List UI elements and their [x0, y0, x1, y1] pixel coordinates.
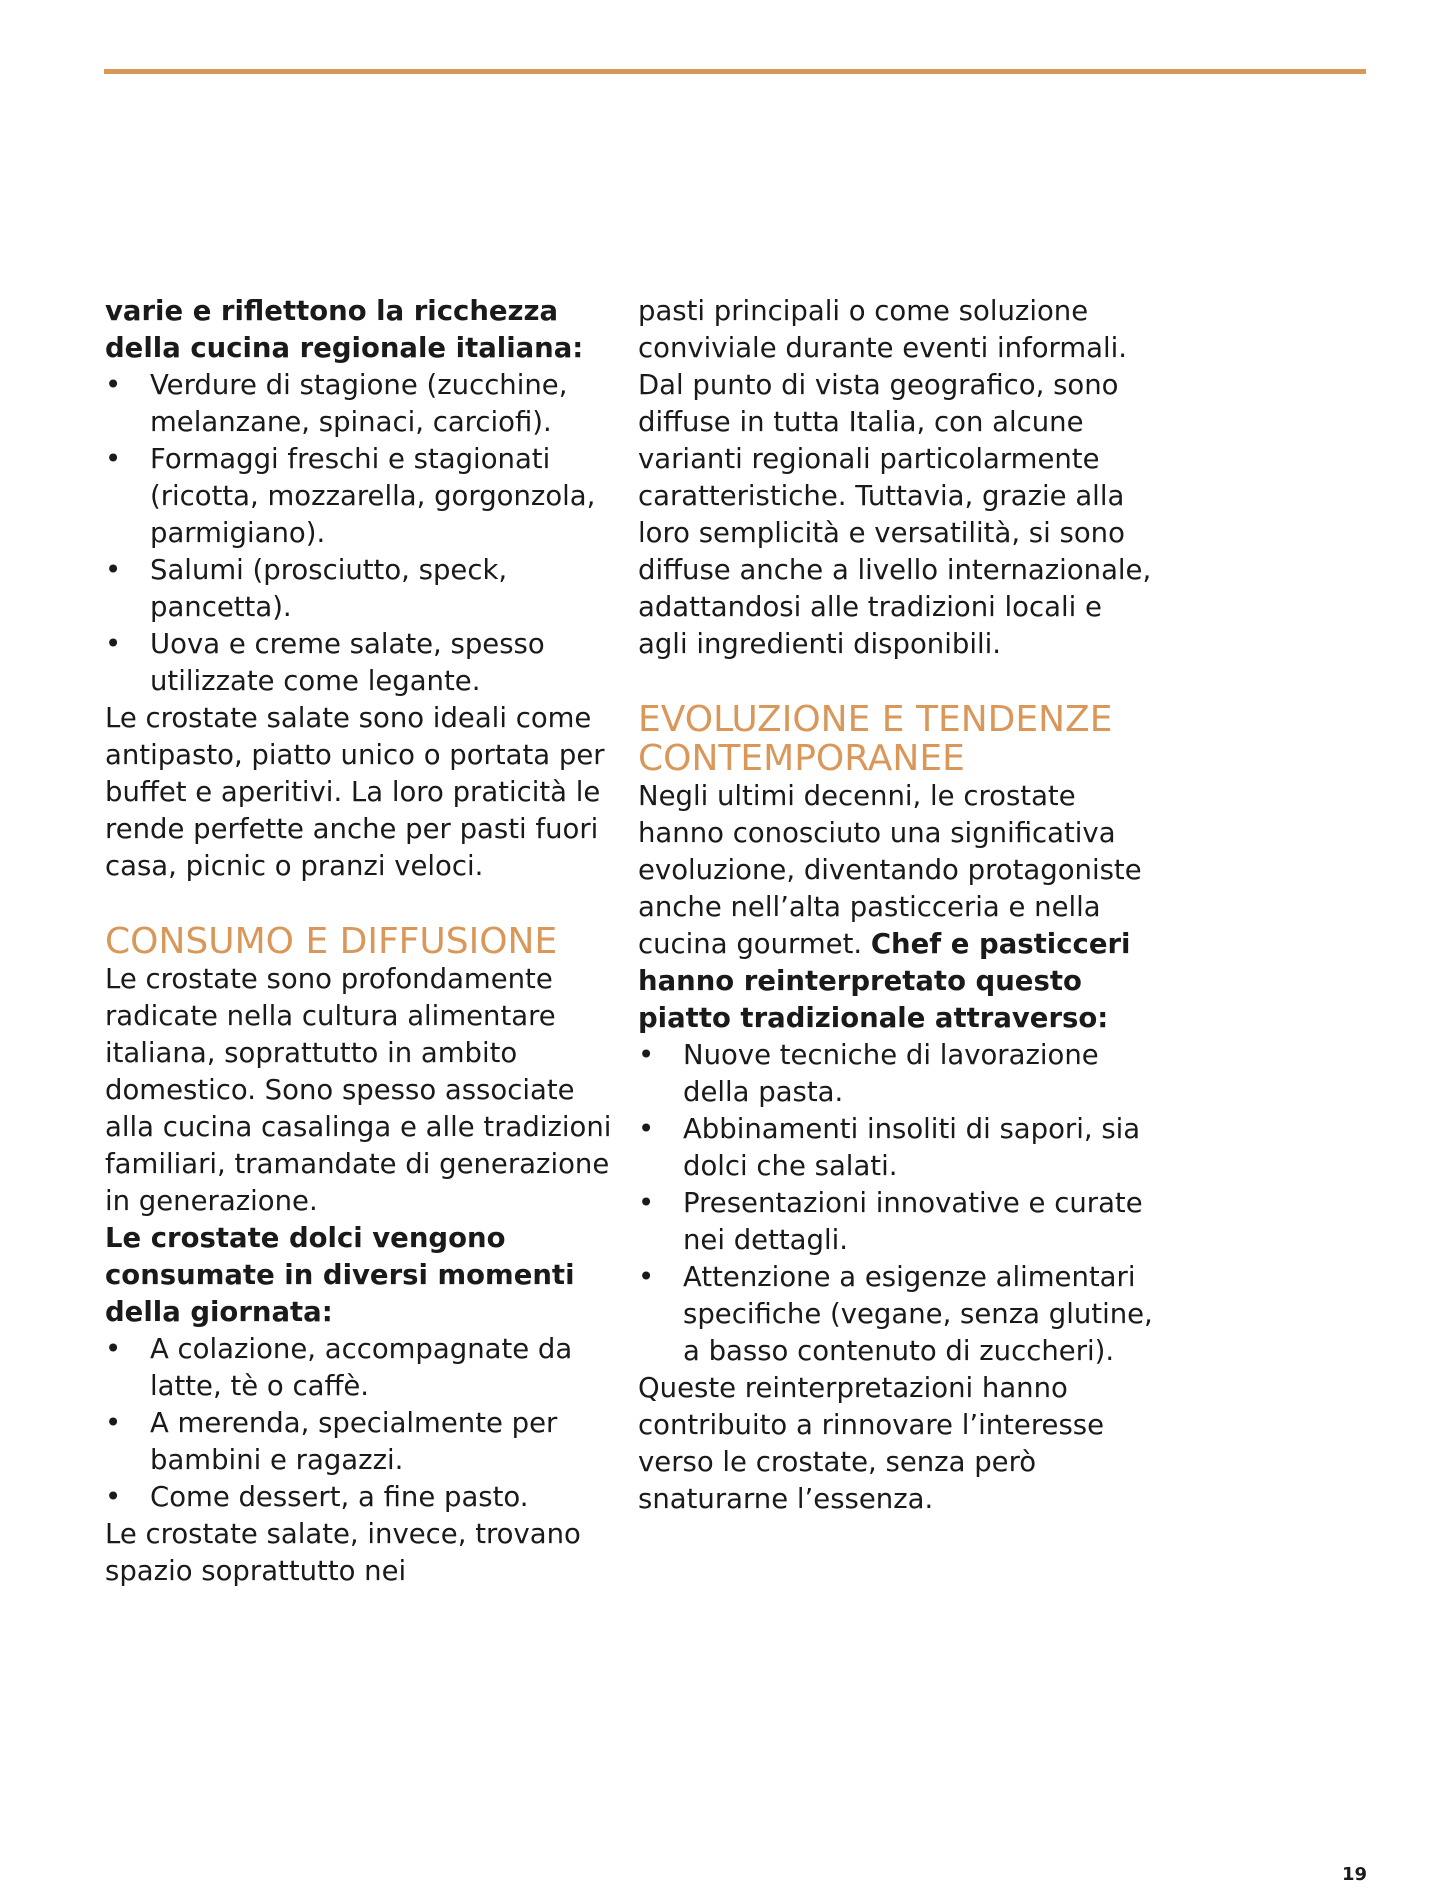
right-column — [638, 293, 1158, 1518]
list-item: • Come dessert, a fine pasto. — [105, 1479, 625, 1516]
left-column — [105, 293, 625, 1590]
list-item: • Attenzione a esigenze alimentari specifiche (vegane, senza glutine, a basso contenuto di zuccheri). — [638, 1259, 1158, 1370]
list-item: • Verdure di stagione (zucchine, melanzane, spinaci, carciofi). — [105, 367, 625, 441]
evoluzione-text: Negli ultimi decenni, le crostate hanno conosciuto una significativa evoluzione, diventando protagoniste anche nell’alta pasticceria e nella cucina gourmet. — [638, 780, 1142, 960]
evoluzione-paragraph — [638, 778, 1158, 1037]
savory-paragraph: Le crostate salate sono ideali come antipasto, piatto unico o portata per buffet e aperitivi. La loro praticità le rende perfette anche per pasti fuori casa, picnic o pranzi veloci. — [105, 702, 605, 882]
list-item: • Salumi (prosciutto, speck, pancetta). — [105, 552, 625, 626]
list-item: • Uova e creme salate, spesso utilizzate come legante. — [105, 626, 625, 700]
moments-list — [105, 1331, 625, 1516]
ingredients-intro-bold: varie e riflettono la ricchezza della cucina regionale italiana: — [105, 295, 584, 364]
page-number: 19 — [1341, 1864, 1367, 1885]
ingredients-intro — [105, 293, 625, 367]
techniques-list — [638, 1037, 1158, 1370]
list-item: • Presentazioni innovative e curate nei dettagli. — [638, 1185, 1158, 1259]
list-item: • Nuove tecniche di lavorazione della pasta. — [638, 1037, 1158, 1111]
salate-continuation: Le crostate salate, invece, trovano spazio soprattutto nei — [105, 1518, 581, 1587]
evoluzione-heading: EVOLUZIONE E TENDENZE CONTEMPORANEE — [638, 699, 1113, 779]
list-item: • A merenda, specialmente per bambini e ragazzi. — [105, 1405, 625, 1479]
header-rule — [104, 69, 1366, 74]
continuation-paragraph: pasti principali o come soluzione conviviale durante eventi informali. Dal punto di vista geografico, sono diffuse in tutta Italia, con alcune varianti regionali particolarmente caratteristiche. Tuttavia, grazie alla loro semplicità e versatilità, si sono diffuse anche a livello internazionale, adattandosi alle tradizioni locali e agli ingredienti disponibili. — [638, 295, 1152, 660]
list-item: • Abbinamenti insoliti di sapori, sia dolci che salati. — [638, 1111, 1158, 1185]
list-item: • Formaggi freschi e stagionati (ricotta, mozzarella, gorgonzola, parmigiano). — [105, 441, 625, 552]
evoluzione-bold: Chef e pasticceri hanno reinterpretato questo piatto tradizionale attraverso: — [638, 928, 1131, 1034]
ingredients-list — [105, 367, 625, 700]
sweet-intro — [105, 1220, 625, 1331]
closing-paragraph: Queste reinterpretazioni hanno contribuito a rinnovare l’interesse verso le crostate, senza però snaturarne l’essenza. — [638, 1372, 1105, 1515]
consumo-paragraph: Le crostate sono profondamente radicate nella cultura alimentare italiana, soprattutto in ambito domestico. Sono spesso associate alla cucina casalinga e alle tradizioni familiari, tramandate di generazione in generazione. — [105, 963, 612, 1217]
list-item: • A colazione, accompagnate da latte, tè o caffè. — [105, 1331, 625, 1405]
sweet-intro-bold: Le crostate dolci vengono consumate in diversi momenti della giornata: — [105, 1222, 575, 1328]
consumo-heading: CONSUMO E DIFFUSIONE — [105, 921, 558, 962]
